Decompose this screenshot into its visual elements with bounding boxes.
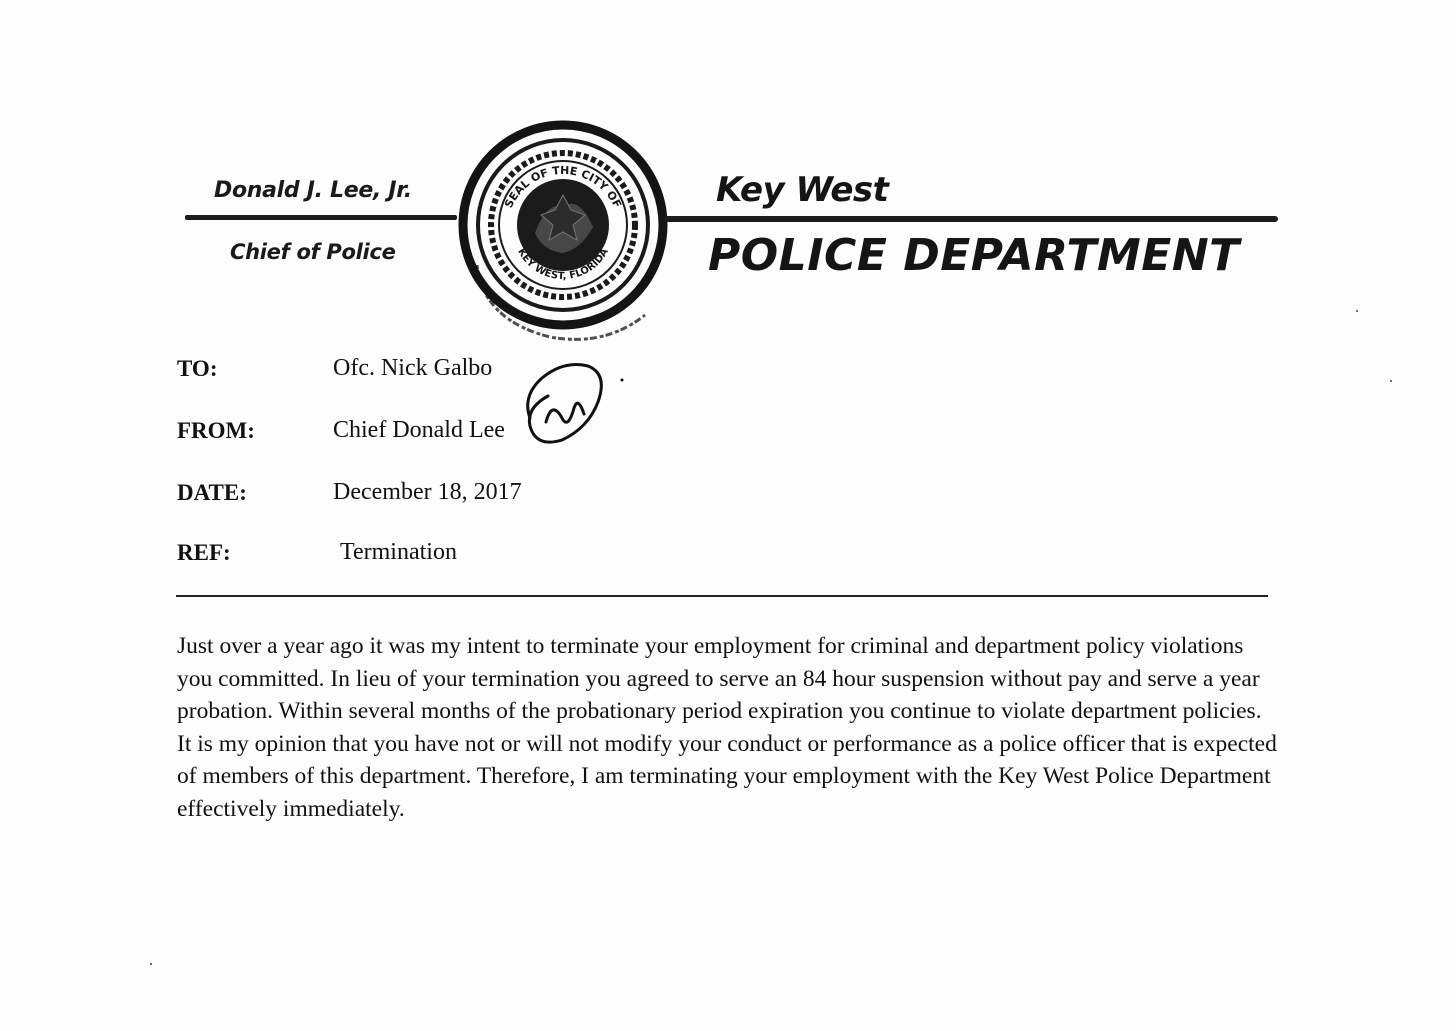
letterhead xyxy=(0,0,1456,340)
department-name: POLICE DEPARTMENT xyxy=(708,230,1240,281)
ref-value: Termination xyxy=(340,539,457,565)
chief-name: Donald J. Lee, Jr. xyxy=(214,178,412,203)
scan-speck xyxy=(1356,310,1358,312)
city-seal xyxy=(455,115,670,345)
to-label: TO: xyxy=(177,356,218,381)
seal-text-top: SEAL OF THE CITY OF xyxy=(502,163,624,211)
date-value: December 18, 2017 xyxy=(333,479,522,505)
letterhead-rule-right xyxy=(664,216,1278,222)
seal-text-bottom: KEY WEST, FLORIDA xyxy=(515,246,611,283)
handwritten-initials xyxy=(518,356,628,446)
from-value: Chief Donald Lee xyxy=(333,417,505,443)
ref-label: REF: xyxy=(177,540,231,565)
letterhead-rule-left xyxy=(185,215,457,220)
date-label: DATE: xyxy=(177,480,247,505)
chief-title: Chief of Police xyxy=(230,240,396,264)
memo-body: Just over a year ago it was my intent to terminate your employment for criminal and department policy violations you committed. In lieu of your termination you agreed to serve an 84 hour suspension without pay and serve a year probation. Within several months of the probationary period expiration you continue to violate department policies. It is my opinion that you have not or will not modify your conduct or performance as a police officer that is expected of members of this department. Therefore, I am terminating your employment with the Key West Police Department effectively immediately. xyxy=(177,633,1277,822)
from-label: FROM: xyxy=(177,418,255,443)
scan-speck xyxy=(150,963,152,965)
header-divider xyxy=(176,595,1268,597)
scan-speck xyxy=(1390,380,1392,382)
department-city: Key West xyxy=(716,170,889,210)
to-value: Ofc. Nick Galbo xyxy=(333,355,493,381)
